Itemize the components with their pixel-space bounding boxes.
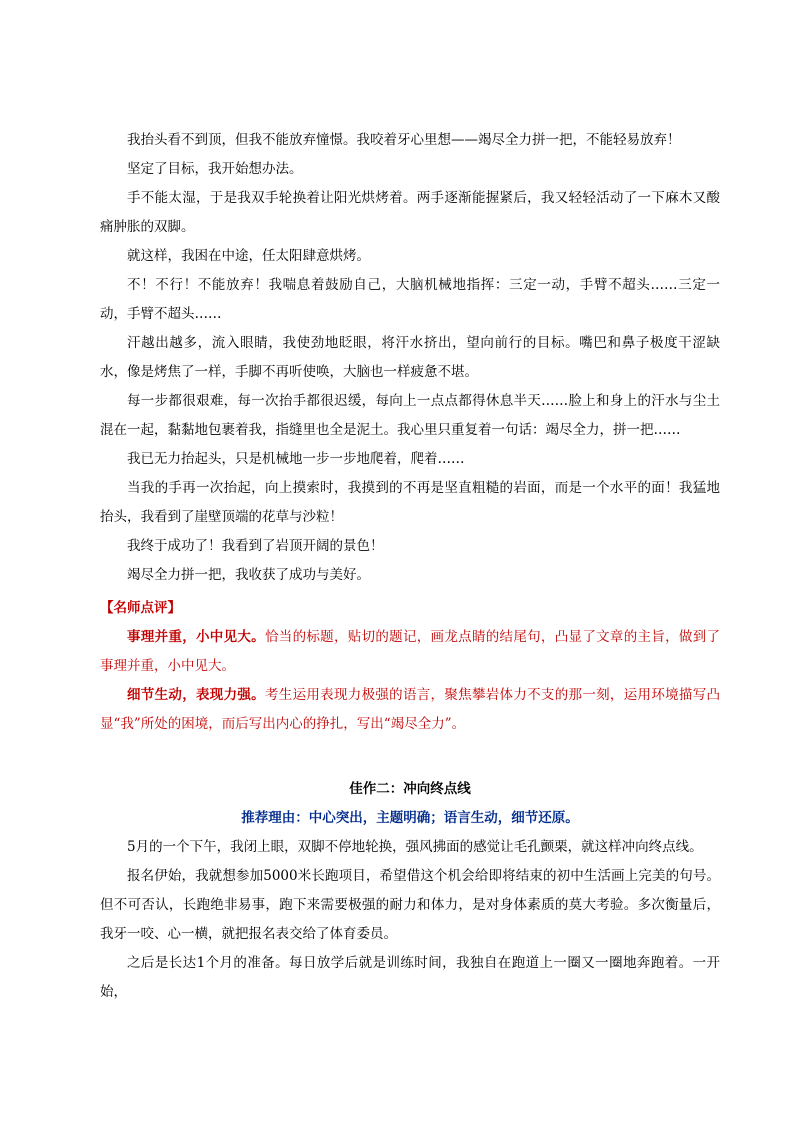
review-point — [100, 623, 720, 681]
essay1-paragraph: 就这样，我困在中途，任太阳肆意烘烤。 — [127, 248, 370, 264]
essay1-paragraph: 坚定了目标，我开始想办法。 — [127, 161, 303, 177]
document-body — [100, 126, 720, 1007]
essay2-paragraph: 之后是长达1个月的准备。每日放学后就是训练时间，我独自在跑道上一圈又一圈地奔跑着。一开始， — [100, 955, 720, 1000]
review-point-title: 事理并重，小中见大。 — [127, 629, 265, 645]
essay1-paragraph: 当我的手再一次抬起，向上摸索时，我摸到的不再是坚直粗糙的岩面，而是一个水平的面！我猛地抬头，我看到了崖壁顶端的花草与沙粒！ — [100, 480, 720, 525]
review-point-text: 考生运用表现力极强的语言，聚焦攀岩体力不支的那一刻，运用环境描写凸显“我”所处的困境，而后写出内心的挣扎，写出“竭尽全力”。 — [100, 687, 721, 732]
essay2-paragraph: 5月的一个下午，我闭上眼，双脚不停地轮换，强风拂面的感觉让毛孔颤栗，就这样冲向终点线。 — [127, 839, 703, 855]
essay1-paragraph: 不！不行！不能放弃！我喘息着鼓励自己，大脑机械地指挥：三定一动，手臂不超头……三定一动，手臂不超头…… — [100, 277, 720, 322]
section-spacer — [100, 739, 720, 775]
essay2-paragraph: 报名伊始，我就想参加5000米长跑项目，希望借这个机会给即将结束的初中生活画上完美的句号。但不可否认，长跑绝非易事，跑下来需要极强的耐力和体力，是对身体素质的莫大考验。多次衡量后，我牙一咬、心一横，就把报名表交给了体育委员。 — [100, 868, 720, 942]
review-point-title: 细节生动，表现力强。 — [127, 687, 265, 703]
essay1-paragraph: 我已无力抬起头，只是机械地一步一步地爬着，爬着…… — [127, 451, 465, 467]
essay2-title: 佳作二：冲向终点线 — [349, 781, 471, 797]
essay1-paragraph: 汗越出越多，流入眼睛，我使劲地眨眼，将汗水挤出，望向前行的目标。嘴巴和鼻子极度干涩缺水，像是烤焦了一样，手脚不再听使唤，大脑也一样疲惫不堪。 — [100, 335, 720, 380]
essay1-paragraph: 我终于成功了！我看到了岩顶开阔的景色！ — [127, 538, 384, 554]
review-point-text: 恰当的标题，贴切的题记，画龙点睛的结尾句，凸显了文章的主旨，做到了事理并重，小中见大。 — [100, 629, 721, 674]
essay1-paragraph: 我抬头看不到顶，但我不能放弃憧憬。我咬着牙心里想——竭尽全力拼一把，不能轻易放弃！ — [127, 132, 681, 148]
essay1-paragraph: 竭尽全力拼一把，我收获了成功与美好。 — [127, 567, 370, 583]
essay1-paragraph: 每一步都很艰难，每一次抬手都很迟缓，每向上一点点都得休息半天……脸上和身上的汗水与尘土混在一起，黏黏地包裹着我，指缝里也全是泥土。我心里只重复着一句话：竭尽全力，拼一把…… — [100, 393, 720, 438]
review-point — [100, 681, 720, 739]
review-heading: 【名师点评】 — [100, 600, 181, 616]
essay1-paragraph: 手不能太湿，于是我双手轮换着让阳光烘烤着。两手逐渐能握紧后，我又轻轻活动了一下麻木又酸痛肿胀的双脚。 — [100, 190, 720, 235]
essay2-recommend-reason: 推荐理由：中心突出，主题明确；语言生动，细节还原。 — [241, 810, 579, 826]
